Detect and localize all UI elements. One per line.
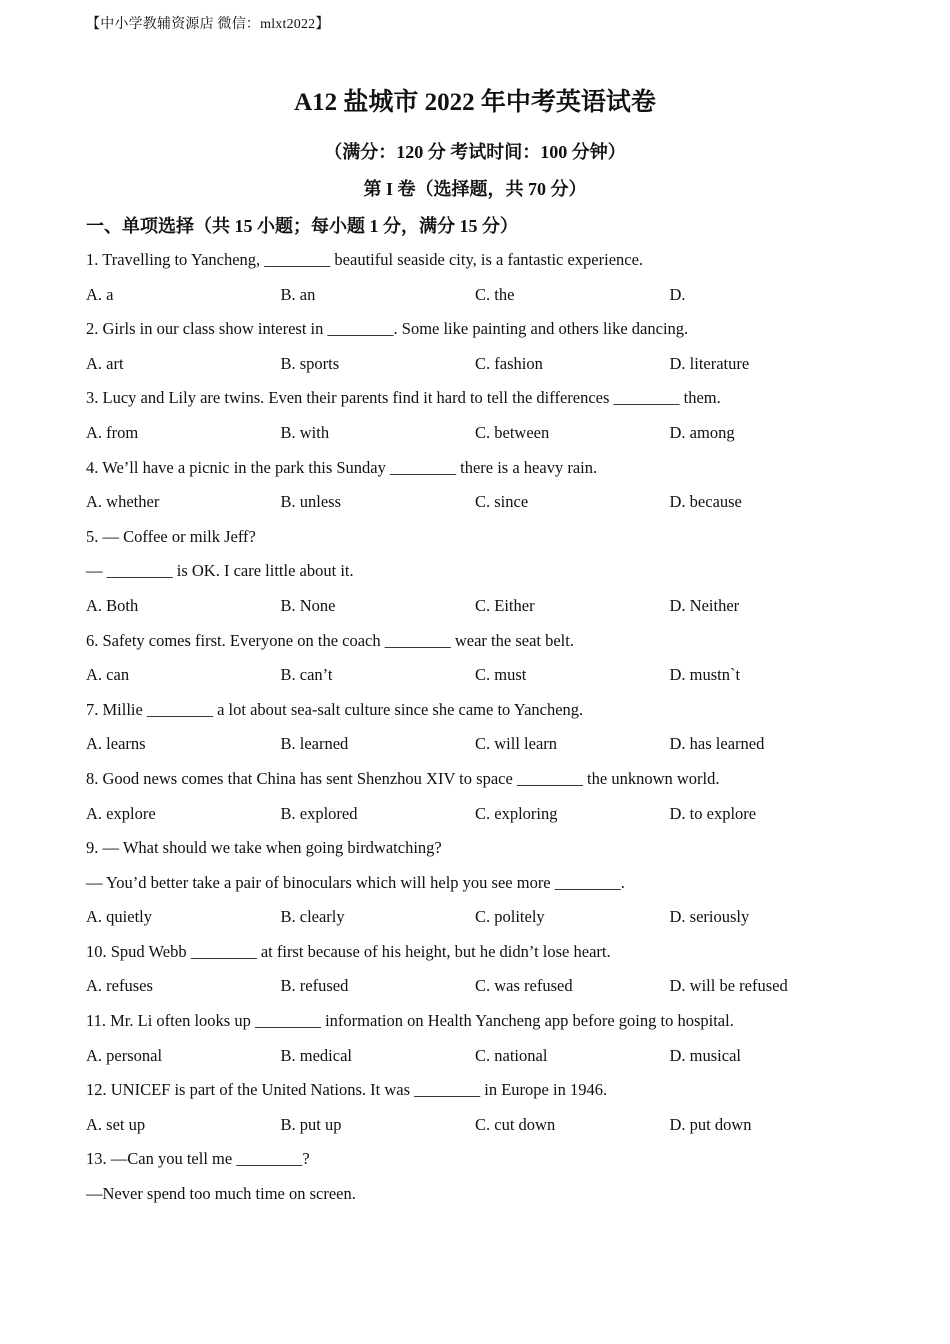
answer-options (86, 900, 886, 935)
answer-option[interactable]: B. unless (280, 492, 342, 512)
answer-option[interactable]: A. refuses (86, 976, 153, 996)
question-list (86, 243, 886, 1212)
answer-option[interactable]: C. exploring (475, 803, 558, 823)
answer-option[interactable]: B. put up (280, 1114, 342, 1134)
question-reply: —Never spend too much time on screen. (86, 1184, 356, 1204)
question-stem: 13. —Can you tell me ________? (86, 1149, 310, 1169)
answer-option[interactable]: D. musical (669, 1045, 741, 1065)
answer-option[interactable]: C. must (475, 665, 527, 685)
question-item (86, 831, 886, 935)
question-item (86, 624, 886, 693)
answer-option[interactable]: D. literature (669, 353, 750, 373)
answer-options (86, 727, 886, 762)
question-stem: 11. Mr. Li often looks up ________ information on Health Yancheng app before going to hospital. (86, 1011, 734, 1031)
question-item (86, 243, 886, 312)
question-reply: — You’d better take a pair of binoculars which will help you see more ________. (86, 872, 625, 892)
exam-title: A12 盐城市 2022 年中考英语试卷 (294, 89, 656, 116)
answer-option[interactable]: D. (669, 284, 686, 304)
question-item (86, 935, 886, 1004)
question-stem: 7. Millie ________ a lot about sea-salt culture since she came to Yancheng. (86, 699, 584, 719)
question-stem: 3. Lucy and Lily are twins. Even their parents find it hard to tell the differences ________ them. (86, 388, 721, 408)
part-heading: 第 I 卷（选择题，共 70 分） (363, 179, 587, 199)
answer-option[interactable]: C. national (475, 1045, 548, 1065)
answer-options (86, 797, 886, 832)
answer-option[interactable]: D. to explore (669, 803, 757, 823)
answer-option[interactable]: A. learns (86, 734, 146, 754)
answer-option[interactable]: A. personal (86, 1045, 163, 1065)
answer-option[interactable]: D. will be refused (669, 976, 788, 996)
answer-option[interactable]: D. Neither (669, 595, 740, 615)
answer-options (86, 589, 886, 624)
answer-option[interactable]: D. put down (669, 1114, 752, 1134)
answer-option[interactable]: B. explored (280, 803, 358, 823)
answer-option[interactable]: A. a (86, 284, 114, 304)
answer-option[interactable]: B. sports (280, 353, 340, 373)
answer-option[interactable]: A. from (86, 422, 139, 442)
question-item (86, 1142, 886, 1211)
question-stem: 10. Spud Webb ________ at first because of his height, but he didn’t lose heart. (86, 941, 611, 961)
question-stem: 5. — Coffee or milk Jeff? (86, 526, 256, 546)
answer-option[interactable]: B. refused (280, 976, 349, 996)
question-stem: 9. — What should we take when going birdwatching? (86, 838, 442, 858)
answer-option[interactable]: A. quietly (86, 907, 152, 927)
page-header: 【中小学教辅资源店 微信：mlxt2022】 (86, 17, 330, 32)
answer-option[interactable]: B. None (280, 595, 336, 615)
answer-option[interactable]: B. medical (280, 1045, 352, 1065)
question-stem: 2. Girls in our class show interest in ________. Some like painting and others like dancing. (86, 319, 689, 339)
answer-option[interactable]: A. set up (86, 1114, 146, 1134)
answer-option[interactable]: C. was refused (475, 976, 573, 996)
answer-options (86, 658, 886, 693)
question-item (86, 693, 886, 762)
question-item (86, 312, 886, 381)
answer-option[interactable]: D. because (669, 492, 742, 512)
question-item (86, 1004, 886, 1073)
question-reply: — ________ is OK. I care little about it. (86, 561, 354, 581)
answer-option[interactable]: C. will learn (475, 734, 558, 754)
question-stem: 6. Safety comes first. Everyone on the coach ________ wear the seat belt. (86, 630, 574, 650)
section-heading: 一、单项选择（共 15 小题；每小题 1 分，满分 15 分） (86, 216, 518, 236)
answer-option[interactable]: B. learned (280, 734, 349, 754)
answer-option[interactable]: B. can’t (280, 665, 333, 685)
answer-options (86, 416, 886, 451)
answer-option[interactable]: B. with (280, 422, 330, 442)
answer-option[interactable]: C. since (475, 492, 529, 512)
question-item (86, 451, 886, 520)
answer-option[interactable]: A. art (86, 353, 124, 373)
answer-options (86, 485, 886, 520)
exam-subtitle: （满分：120 分 考试时间：100 分钟） (324, 142, 626, 162)
answer-option[interactable]: D. seriously (669, 907, 750, 927)
answer-option[interactable]: C. cut down (475, 1114, 556, 1134)
question-stem: 4. We’ll have a picnic in the park this Sunday ________ there is a heavy rain. (86, 457, 598, 477)
answer-options (86, 1039, 886, 1074)
answer-option[interactable]: D. among (669, 422, 735, 442)
question-item (86, 520, 886, 624)
answer-option[interactable]: A. can (86, 665, 130, 685)
answer-option[interactable]: D. mustn`t (669, 665, 741, 685)
question-stem: 12. UNICEF is part of the United Nations. It was ________ in Europe in 1946. (86, 1080, 608, 1100)
question-item (86, 762, 886, 831)
answer-option[interactable]: D. has learned (669, 734, 765, 754)
answer-option[interactable]: C. between (475, 422, 550, 442)
answer-option[interactable]: A. Both (86, 595, 139, 615)
answer-option[interactable]: B. an (280, 284, 316, 304)
answer-options (86, 347, 886, 382)
answer-option[interactable]: C. fashion (475, 353, 543, 373)
answer-options (86, 1108, 886, 1143)
answer-option[interactable]: A. whether (86, 492, 160, 512)
answer-options (86, 278, 886, 313)
question-stem: 8. Good news comes that China has sent Shenzhou XIV to space ________ the unknown world. (86, 768, 720, 788)
answer-option[interactable]: C. Either (475, 595, 535, 615)
answer-options (86, 969, 886, 1004)
question-stem: 1. Travelling to Yancheng, ________ beautiful seaside city, is a fantastic experience. (86, 250, 644, 269)
answer-option[interactable]: C. the (475, 284, 515, 304)
answer-option[interactable]: A. explore (86, 803, 156, 823)
question-item (86, 381, 886, 450)
answer-option[interactable]: C. politely (475, 907, 545, 927)
answer-option[interactable]: B. clearly (280, 907, 345, 927)
question-item (86, 1073, 886, 1142)
